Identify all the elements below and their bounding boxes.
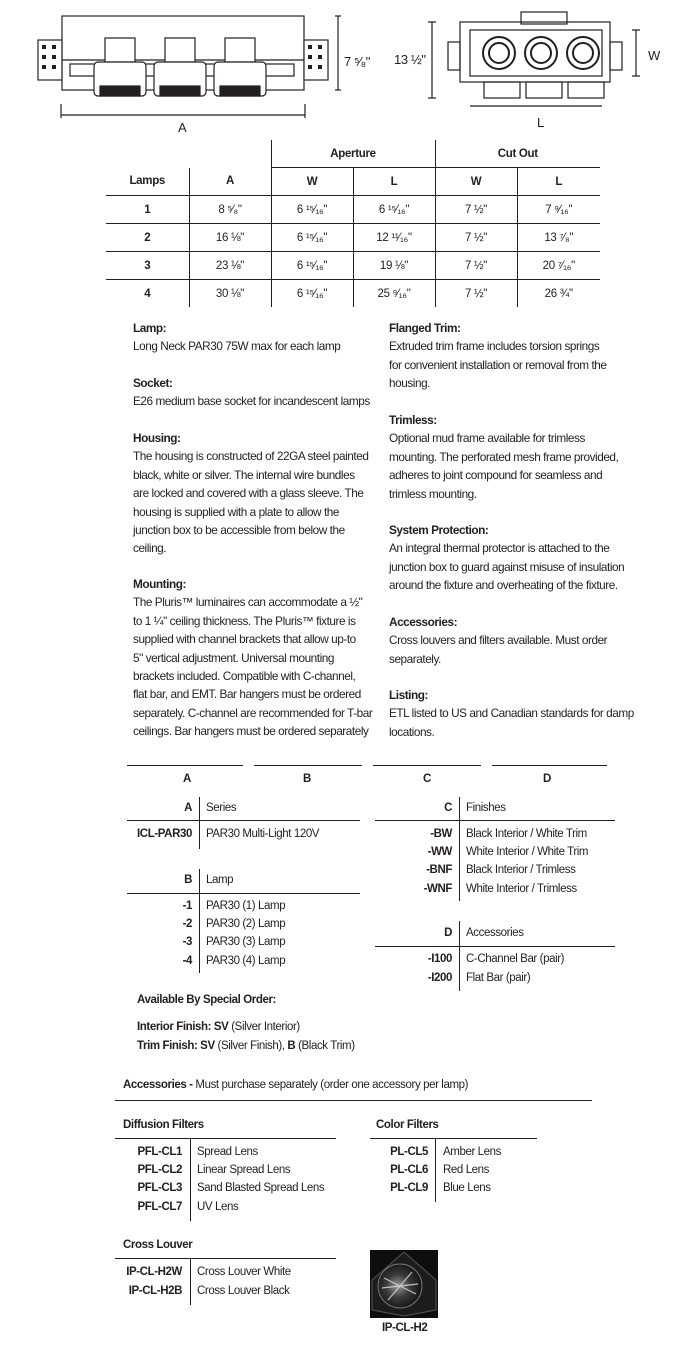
trim-finish-label: Trim Finish: [137,1040,198,1052]
table-row [106,224,600,252]
cross-louver-desc: Cross Louver Black [197,1285,290,1297]
interior-finish-line [137,1021,300,1033]
column-header: L [353,168,435,196]
diffusion-rule [115,1138,336,1139]
spec-body: Cross louvers and filters available. Must order separately. [389,633,608,666]
interior-finish-label: Interior Finish: [137,1021,212,1033]
table-cell: 3 [106,252,189,280]
order-letter-d: D [543,773,551,785]
diffusion-desc: Sand Blasted Spread Lens [197,1182,325,1194]
spec-heading: Accessories: [389,615,458,629]
spec-mounting [133,575,378,741]
lamp-code: -3 [182,936,192,948]
spec-heading: Flanged Trim: [389,321,461,335]
accessories-desc: C-Channel Bar (pair) [466,953,565,965]
spec-trimless [389,411,639,503]
table-cell: 7 ½" [435,280,517,308]
diffusion-code: PFL-CL2 [137,1164,182,1176]
cross-louver-desc: Cross Louver White [197,1266,291,1278]
spec-socket [133,374,378,411]
order-slot-line [127,765,243,766]
spec-body: E26 medium base socket for incandescent lamps [133,394,370,409]
finishes-code: -BNF [426,864,452,876]
finishes-desc: Black Interior / White Trim [466,828,587,840]
dimension-13-label: 13 ½" [394,52,426,67]
diffusion-desc: UV Lens [197,1201,239,1213]
dimension-w-label: W [648,48,660,63]
spec-listing [389,686,639,741]
diffusion-title: Diffusion Filters [123,1119,204,1131]
diffusion-desc: Spread Lens [197,1146,258,1158]
accessories-heading-line [123,1079,468,1091]
order-letter-c: C [423,773,431,785]
table-cell: 16 ⅛" [189,224,271,252]
lamp-divider [199,869,200,973]
series-title: Series [206,802,237,814]
table-cell: 25 ⁹⁄₁₆" [353,280,435,308]
table-row [106,280,600,308]
special-order-title: Available By Special Order: [137,994,276,1006]
table-cell: 19 ⅛" [353,252,435,280]
series-rule [127,820,360,821]
lamp-code: -2 [182,918,192,930]
lamp-code: -4 [182,955,192,967]
series-divider [199,797,200,849]
table-cell: 2 [106,224,189,252]
diffusion-desc: Linear Spread Lens [197,1164,291,1176]
spec-housing [133,429,378,558]
order-slot-line [254,765,362,766]
spec-body: ETL listed to US and Canadian standards for damp locations. [389,706,634,739]
table-cell: 1 [106,196,189,224]
interior-finish-desc: (Silver Interior) [231,1021,300,1033]
spec-heading: Lamp: [133,321,167,335]
table-cell: 4 [144,287,151,300]
lamp-title: Lamp [206,874,234,886]
trim-finish-line [137,1040,355,1052]
dimensions-table [106,140,600,307]
table-cell: 7 ½" [435,224,517,252]
fixture-side-elevation-drawing [36,10,386,120]
trim-finish-code: SV [200,1040,215,1052]
order-letter-a: A [183,773,191,785]
lamp-letter: B [184,874,192,886]
table-cell: 6 ¹⁵⁄₁₆" [353,196,435,224]
spec-heading: Listing: [389,688,428,702]
table-cell: 13 ⁷⁄₈" [517,224,600,252]
trim-finish-code: B [287,1040,296,1052]
finishes-code: -WW [427,846,452,858]
dimension-a-label: A [178,120,187,135]
column-header: W [435,168,517,196]
table-cell: 6 ¹⁵⁄₁₆" [271,252,353,280]
color-filter-desc: Blue Lens [443,1182,491,1194]
cross-louver-rule [115,1258,336,1259]
spec-heading: Socket: [133,376,173,390]
order-slot-line [492,765,607,766]
table-cell: 7 ½" [435,196,517,224]
cross-louver-code: IP-CL-H2B [128,1285,182,1297]
accessories-letter: D [444,927,452,939]
color-filter-code: PL-CL5 [390,1146,428,1158]
table-cell: 30 ⅛" [189,280,271,308]
color-filters-rule [370,1138,537,1139]
table-cell: 6 ¹⁵⁄₁₆" [271,280,353,308]
spec-heading: Housing: [133,431,181,445]
table-cell: 7 ½" [435,252,517,280]
series-code: ICL-PAR30 [137,828,192,840]
spec-lamp [133,319,378,356]
finishes-title: Finishes [466,802,506,814]
lamp-code: -1 [182,900,192,912]
spec-accessories [389,613,639,668]
table-cell: 6 ¹⁵⁄₁₆" [271,224,353,252]
column-header: A [189,168,271,196]
series-desc: PAR30 Multi-Light 120V [206,828,320,840]
lamp-desc: PAR30 (4) Lamp [206,955,286,967]
accessories-divider [459,921,460,991]
spec-system-protection [389,521,639,595]
table-row [106,252,600,280]
accessories-code: -I100 [427,953,452,965]
finishes-letter: C [444,802,452,814]
spec-flanged-trim [389,319,639,393]
color-filter-desc: Amber Lens [443,1146,502,1158]
dimension-l-label: L [537,115,544,130]
spec-body: Long Neck PAR30 75W max for each lamp [133,339,341,354]
cross-louver-divider [190,1259,191,1305]
trim-finish-desc: (Silver Finish), [217,1040,285,1052]
accessories-heading: Accessories - [123,1079,193,1091]
accessories-note: Must purchase separately (order one accessory per lamp) [195,1079,469,1091]
table-cell: 6 ¹⁵⁄₁₆" [271,196,353,224]
diffusion-code: PFL-CL3 [137,1182,182,1194]
spec-body: The housing is constructed of 22GA steel painted black, white or silver. The internal wire bundles are locked and covered with a glass sleeve. The housing is supplied with a plate to allow the junction box to be accessible from below the ceiling. [133,449,369,556]
spec-body: Optional mud frame available for trimless mounting. The perforated mesh frame provided, adheres to joint compound for seamless and trimless mounting. [389,431,619,501]
lamp-desc: PAR30 (1) Lamp [206,900,286,912]
accessories-code: -I200 [427,972,452,984]
finishes-desc: White Interior / Trimless [466,883,577,895]
finishes-desc: White Interior / White Trim [466,846,589,858]
color-filters-title: Color Filters [376,1119,439,1131]
accessories-title: Accessories [466,927,524,939]
table-cell: 7 ⁹⁄₁₆" [517,196,600,224]
fixture-top-view-drawing [428,8,640,116]
color-filter-code: PL-CL9 [390,1182,428,1194]
diffusion-code: PFL-CL1 [137,1146,182,1158]
accessories-heading-rule [115,1100,592,1101]
lamp-desc: PAR30 (3) Lamp [206,936,286,948]
finishes-desc: Black Interior / Trimless [466,864,576,876]
spec-heading: Trimless: [389,413,437,427]
finishes-code: -WNF [423,883,452,895]
finishes-rule [375,820,615,821]
table-cell: 12 ¹¹⁄₁₆" [353,224,435,252]
spec-heading: System Protection: [389,523,489,537]
table-cell: 20 ⁷⁄₁₆" [517,252,600,280]
finishes-code: -BW [430,828,452,840]
aperture-group-header: Aperture [271,140,435,168]
cross-louver-code: IP-CL-H2W [126,1266,182,1278]
table-cell: 23 ⅛" [189,252,271,280]
column-header: Lamps [106,168,189,196]
table-row [106,196,600,224]
order-slot-line [373,765,481,766]
spec-body: Extruded trim frame includes torsion springs for convenient installation or removal from the housing. [389,339,607,391]
accessories-rule [375,946,615,947]
spec-body: The Pluris™ luminaires can accommodate a ½" to 1 ¼" ceiling thickness. The Pluris™ fixture is supplied with channel brackets that allow up-to 5" vertical adjustment. Universal mounting brackets included. Compatible with C-channel, flat bar, and EMT. Bar hangers must be ordered separately. C-channel are recommended for T-bar ceilings. Bar hangers must be ordered separately [133,595,373,739]
color-filter-code: PL-CL6 [390,1164,428,1176]
spec-heading: Mounting: [133,577,186,591]
cutout-group-header: Cut Out [435,140,600,168]
order-letter-b: B [303,773,311,785]
spec-body: An integral thermal protector is attached to the junction box to guard against misuse of insulation around the fixture and overheating of the fixture. [389,541,625,593]
cross-louver-photo [370,1250,438,1318]
color-filters-divider [435,1139,436,1202]
table-cell: 8 ⁵⁄₈" [189,196,271,224]
cross-louver-photo-caption: IP-CL-H2 [382,1322,428,1334]
trim-finish-desc: (Black Trim) [298,1040,355,1052]
cross-louver-title: Cross Louver [123,1239,193,1251]
lamp-desc: PAR30 (2) Lamp [206,918,286,930]
diffusion-code: PFL-CL7 [137,1201,182,1213]
dimension-height-label: 7 ⁵⁄₈" [344,54,371,69]
diffusion-divider [190,1139,191,1221]
accessories-desc: Flat Bar (pair) [466,972,531,984]
column-header: W [271,168,353,196]
series-letter: A [184,802,192,814]
color-filter-desc: Red Lens [443,1164,490,1176]
table-cell: 26 ¾" [544,287,573,300]
interior-finish-code: SV [213,1021,229,1033]
finishes-divider [459,797,460,901]
lamp-rule [127,893,360,894]
column-header: L [517,168,600,196]
